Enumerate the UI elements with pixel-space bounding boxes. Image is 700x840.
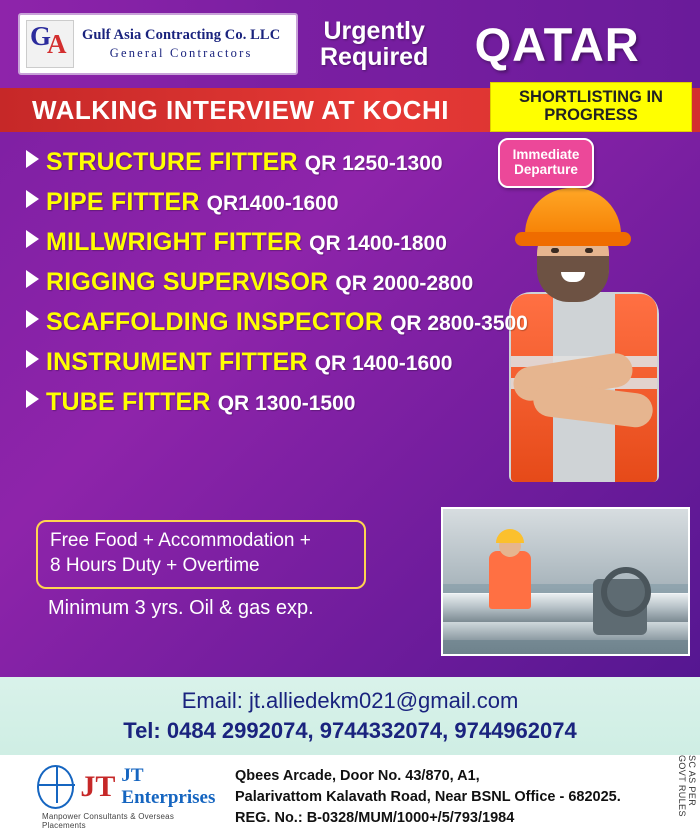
job-title: PIPE FITTER	[46, 188, 200, 216]
walking-interview-text: WALKING INTERVIEW AT KOCHI	[32, 94, 449, 125]
company-subtitle: General Contractors	[109, 46, 253, 60]
shortlisting-badge	[490, 82, 692, 132]
job-row	[26, 228, 546, 257]
bullet-arrow-icon	[26, 190, 39, 208]
benefits-line-2: 8 Hours Duty + Overtime	[50, 554, 260, 576]
agency-monogram: JT	[80, 770, 116, 803]
agency-name: JT Enterprises	[121, 765, 216, 808]
job-salary: QR 1400-1800	[309, 232, 447, 255]
job-salary: QR 2000-2800	[335, 272, 474, 295]
logo-letter-g: G	[30, 21, 52, 51]
address-line-1: Qbees Arcade, Door No. 43/870, A1,	[235, 767, 480, 784]
job-row	[26, 308, 546, 337]
job-salary: QR1400-1600	[206, 192, 339, 215]
contact-email[interactable]: Email: jt.alliedekm021@gmail.com	[181, 688, 519, 713]
job-salary: QR 1250-1300	[304, 152, 443, 175]
benefits-box	[36, 520, 366, 589]
bullet-arrow-icon	[26, 390, 39, 408]
pipeline-photo	[441, 507, 690, 656]
worker-eye-left	[551, 248, 559, 253]
contact-band	[0, 677, 700, 755]
bullet-arrow-icon	[26, 270, 39, 288]
bullet-arrow-icon	[26, 310, 39, 328]
globe-icon	[37, 765, 74, 809]
job-row	[26, 388, 546, 417]
contact-phone[interactable]: Tel: 0484 2992074, 9744332074, 9744962074	[123, 718, 577, 743]
agency-address	[235, 766, 621, 829]
country-title: QATAR	[474, 17, 640, 71]
immediate-line-1: Immediate	[512, 147, 580, 163]
job-title: SCAFFOLDING INSPECTOR	[46, 308, 384, 336]
bullet-arrow-icon	[26, 230, 39, 248]
urgently-required-text	[320, 18, 428, 71]
urgent-line-2: Required	[320, 43, 429, 71]
job-title: TUBE FITTER	[46, 388, 211, 416]
address-line-2: Palarivattom Kalavath Road, Near BSNL Office - 682025.	[235, 788, 621, 805]
job-salary: QR 1300-1500	[217, 392, 356, 415]
job-list	[26, 148, 546, 428]
poster-footer	[0, 755, 700, 840]
urgent-line-1: Urgently	[323, 16, 425, 45]
photo-pipe-secondary	[441, 622, 690, 640]
job-row	[26, 188, 546, 217]
experience-requirement: Minimum 3 yrs. Oil & gas exp.	[48, 597, 314, 619]
job-row	[26, 148, 546, 177]
benefits-line-1: Free Food + Accommodation +	[50, 530, 311, 551]
poster-body	[0, 132, 700, 677]
photo-worker-body	[489, 551, 531, 609]
company-logo-text	[82, 27, 280, 61]
gulf-asia-monogram-icon	[26, 20, 74, 68]
immediate-departure-badge	[498, 138, 594, 188]
shortlisting-line-2: PROGRESS	[544, 106, 638, 124]
poster-header	[0, 0, 700, 88]
interview-banner	[0, 88, 700, 132]
bullet-arrow-icon	[26, 350, 39, 368]
company-name: Gulf Asia Contracting Co. LLC	[82, 27, 281, 43]
shortlisting-line-1: SHORTLISTING IN	[519, 88, 663, 107]
job-title: MILLWRIGHT FITTER	[46, 228, 303, 256]
job-salary: QR 1400-1600	[314, 352, 453, 375]
company-logo	[18, 13, 298, 75]
job-title: STRUCTURE FITTER	[46, 148, 298, 176]
logo-letter-a: A	[47, 29, 67, 59]
agency-tagline: Manpower Consultants & Overseas Placements	[42, 812, 175, 830]
govt-rules-note: SC AS PER GOVT RULES	[677, 755, 697, 817]
worker-eye-right	[585, 248, 593, 253]
address-line-3: REG. No.: B-0328/MUM/1000+/5/793/1984	[235, 810, 515, 826]
job-salary: QR 2800-3500	[390, 312, 528, 335]
photo-sky	[443, 509, 688, 584]
agency-logo	[42, 765, 217, 830]
photo-valve-wheel-icon	[601, 567, 651, 617]
bullet-arrow-icon	[26, 150, 39, 168]
job-title: RIGGING SUPERVISOR	[46, 268, 329, 296]
job-title: INSTRUMENT FITTER	[46, 348, 308, 376]
job-row	[26, 268, 546, 297]
photo-pipe-main	[441, 593, 690, 622]
job-row	[26, 348, 546, 377]
immediate-line-2: Departure	[514, 162, 578, 177]
agency-logo-row	[37, 765, 222, 809]
